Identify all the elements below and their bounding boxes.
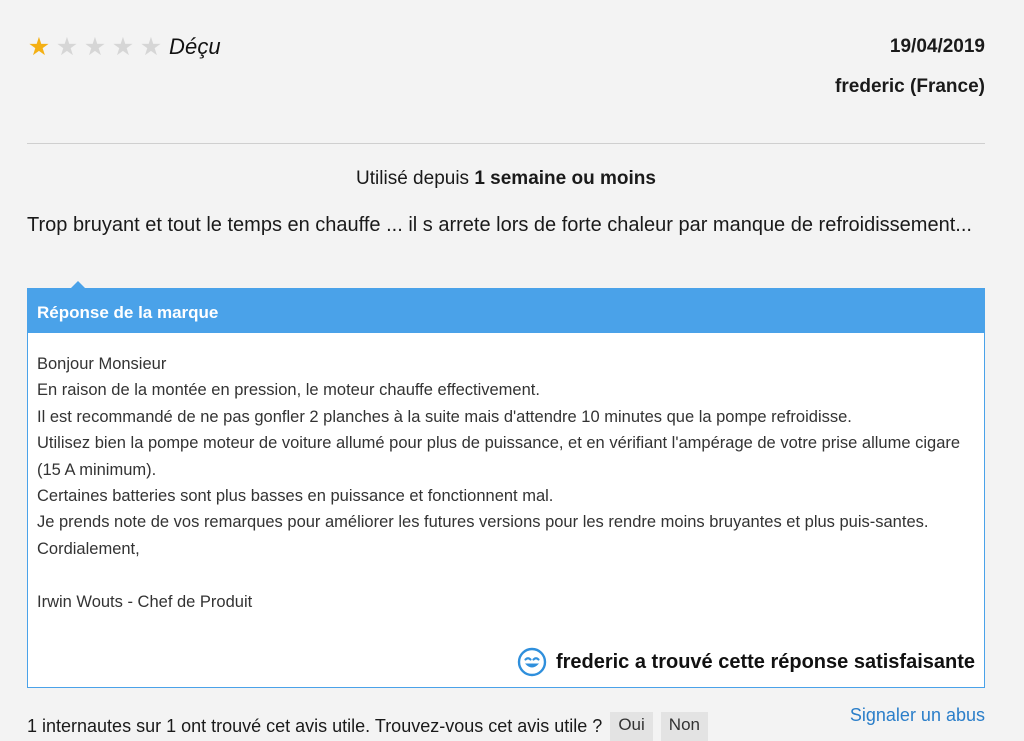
- usage-duration-prefix: Utilisé depuis: [356, 168, 470, 189]
- usage-duration: [27, 168, 985, 190]
- review-author: frederic (France): [835, 76, 985, 97]
- star-icon: ★: [83, 32, 107, 61]
- star-icon: ★: [139, 32, 163, 61]
- satisfaction-text: frederic a trouvé cette réponse satisfaisante: [555, 650, 975, 673]
- helpful-question: 1 internautes sur 1 ont trouvé cet avis utile. Trouvez-vous cet avis utile ?: [27, 716, 603, 736]
- vote-yes-button[interactable]: Oui: [610, 712, 652, 741]
- response-line: Utilisez bien la pompe moteur de voiture allumé pour plus de puissance, et en vérifiant l'ampérage de votre prise allume cigare (15 A minimum).: [37, 434, 961, 479]
- review-card: [27, 0, 985, 736]
- review-text: Trop bruyant et tout le temps en chauffe ... il s arrete lors de forte chaleur par manque de refroidissement...: [27, 214, 972, 236]
- response-line: En raison de la montée en pression, le moteur chauffe effectivement.: [37, 381, 540, 400]
- response-line: Il est recommandé de ne pas gonfler 2 planches à la suite mais d'attendre 10 minutes que la pompe refroidisse.: [37, 407, 852, 426]
- vote-no-button[interactable]: Non: [661, 712, 708, 741]
- rating-stars: [27, 34, 221, 60]
- review-header: [27, 0, 985, 130]
- response-line: Bonjour Monsieur: [37, 355, 167, 373]
- star-icon: ★: [111, 32, 135, 61]
- brand-response: [27, 288, 985, 688]
- satisfaction-note: [517, 647, 975, 677]
- brand-response-header: [28, 289, 984, 333]
- brand-response-body: [28, 333, 984, 615]
- star-icon: ★: [27, 32, 51, 61]
- response-line-blank: [37, 562, 975, 588]
- smiley-icon: [517, 647, 547, 677]
- divider: [27, 143, 985, 144]
- usage-duration-value: 1 semaine ou moins: [474, 168, 656, 189]
- report-abuse-link[interactable]: Signaler un abus: [849, 705, 985, 725]
- star-icon: ★: [55, 32, 79, 61]
- response-line: Cordialement,: [37, 539, 140, 558]
- review-date: 19/04/2019: [889, 36, 985, 57]
- review-footer: [27, 705, 985, 741]
- response-line: Certaines batteries sont plus basses en puissance et fonctionnent mal.: [37, 487, 554, 506]
- brand-response-title: Réponse de la marque: [37, 303, 219, 322]
- pointer-arrow: [70, 281, 86, 289]
- response-signature: Irwin Wouts - Chef de Produit: [37, 592, 253, 611]
- response-line: Je prends note de vos remarques pour améliorer les futures versions pour les rendre moins bruyantes et plus puis-santes.: [37, 513, 929, 532]
- rating-label: Déçu: [169, 34, 221, 59]
